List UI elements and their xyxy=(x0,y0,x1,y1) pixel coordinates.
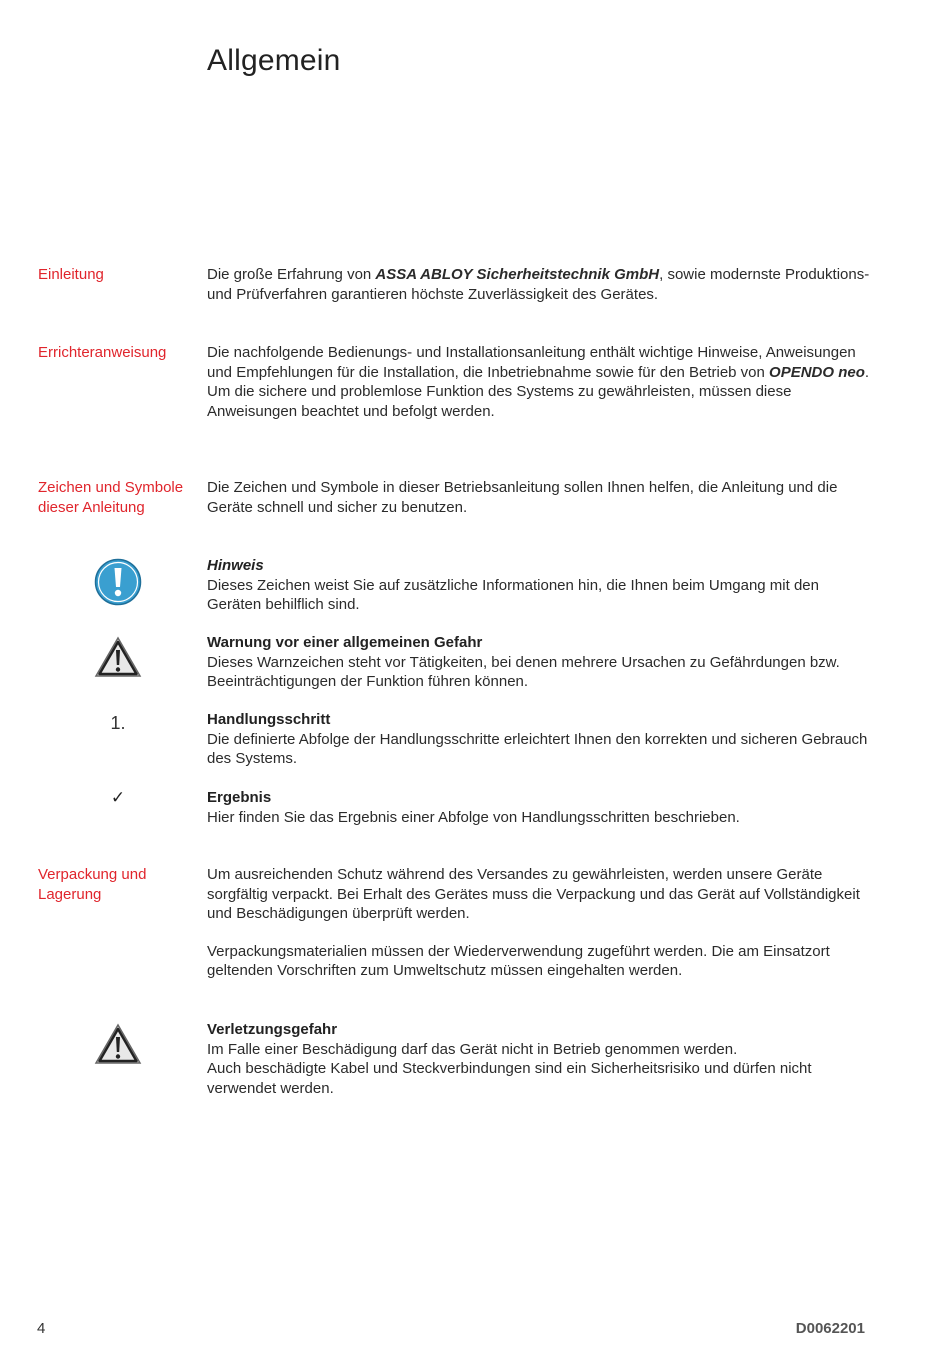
step-number-icon: 1. xyxy=(110,713,126,733)
verpackung-para2: Verpackungsmaterialien müssen der Wiederverwendung zugeführt werden. Die am Einsatzort geltenden Vorschriften zum Umweltschutz müssen eingehalten werden. xyxy=(207,942,830,979)
symbol-ergebnis xyxy=(207,788,872,827)
handlungsschritt-heading: Handlungsschritt xyxy=(207,711,331,728)
page-number: 4 xyxy=(37,1320,46,1337)
errichter-text xyxy=(207,343,872,421)
section-label-verpackung xyxy=(38,865,198,904)
section-label-zeichen xyxy=(38,478,198,517)
verpackung-label-line1: Verpackung und xyxy=(38,866,147,883)
symbol-hinweis xyxy=(207,556,872,615)
product-name: OPENDO neo xyxy=(769,363,865,381)
einleitung-text-post: , sowie modernste Produktions- und Prüfverfahren garantieren höchste Zuverlässigkeit des Gerätes. xyxy=(207,266,870,303)
hinweis-heading: Hinweis xyxy=(207,557,264,574)
document-id: D0062201 xyxy=(795,1320,865,1337)
verpackung-para1: Um ausreichenden Schutz während des Versandes zu gewährleisten, werden unsere Geräte sorgfältig verpackt. Bei Erhalt des Gerätes muss die Verpackung und das Gerät auf Vollständigkeit und Beschädigungen überprüft werden. xyxy=(207,866,860,922)
info-icon xyxy=(90,558,146,606)
verletzungsgefahr-block xyxy=(207,1020,872,1098)
verpackung-text xyxy=(207,865,872,981)
verletzung-line1: Im Falle einer Beschädigung darf das Gerät nicht in Betrieb genommen werden. xyxy=(207,1040,738,1058)
warnung-heading: Warnung vor einer allgemeinen Gefahr xyxy=(207,634,483,651)
errichter-text-post: . Um die sichere und problemlose Funktion des Systems zu gewährleisten, müssen diese Anweisungen beachtet und befolgt werden. xyxy=(207,363,870,420)
hinweis-text: Dieses Zeichen weist Sie auf zusätzliche Informationen hin, die Ihnen beim Umgang mit den Geräten behilflich sind. xyxy=(207,576,819,613)
ergebnis-heading: Ergebnis xyxy=(207,789,272,806)
warning-icon xyxy=(90,635,146,679)
verletzung-heading: Verletzungsgefahr xyxy=(207,1021,338,1038)
section-label-einleitung: Einleitung xyxy=(38,266,104,283)
symbol-warnung xyxy=(207,633,872,692)
verpackung-label-line2: Lagerung xyxy=(38,885,102,903)
einleitung-text xyxy=(207,265,872,304)
errichter-text-pre: Die nachfolgende Bedienungs- und Installationsanleitung enthält wichtige Hinweise, Anweisungen und Empfehlungen für die Installation, die Inbetriebnahme sowie für den Betrieb von xyxy=(207,344,856,381)
zeichen-label-line1: Zeichen und Symbole xyxy=(38,479,184,496)
section-label-errichteranweisung: Errichteranweisung xyxy=(38,344,167,361)
zeichen-paragraph: Die Zeichen und Symbole in dieser Betriebsanleitung sollen Ihnen helfen, die Anleitung und die Geräte schnell und sicher zu benutzen. xyxy=(207,479,838,516)
page-title: Allgemein xyxy=(207,44,341,77)
zeichen-text xyxy=(207,478,872,517)
company-name: ASSA ABLOY Sicherheitstechnik GmbH xyxy=(375,266,660,283)
symbol-handlungsschritt xyxy=(207,710,872,769)
zeichen-label-line2: dieser Anleitung xyxy=(38,498,145,516)
warnung-text: Dieses Warnzeichen steht vor Tätigkeiten, bei denen mehrere Ursachen zu Gefährdungen bzw. Beeinträchtigungen der Funktion führen können. xyxy=(207,653,840,690)
handlungsschritt-text: Die definierte Abfolge der Handlungsschritte erleichtert Ihnen den korrekten und sicheren Gebrauch des Systems. xyxy=(207,730,868,767)
warning-icon-injury xyxy=(90,1022,146,1066)
checkmark-icon: ✓ xyxy=(110,788,126,807)
verletzung-line2: Auch beschädigte Kabel und Steckverbindungen sind ein Sicherheitsrisiko und dürfen nicht verwendet werden. xyxy=(207,1060,812,1097)
einleitung-text-pre: Die große Erfahrung von xyxy=(207,266,376,283)
ergebnis-text: Hier finden Sie das Ergebnis einer Abfolge von Handlungsschritten beschrieben. xyxy=(207,808,740,826)
